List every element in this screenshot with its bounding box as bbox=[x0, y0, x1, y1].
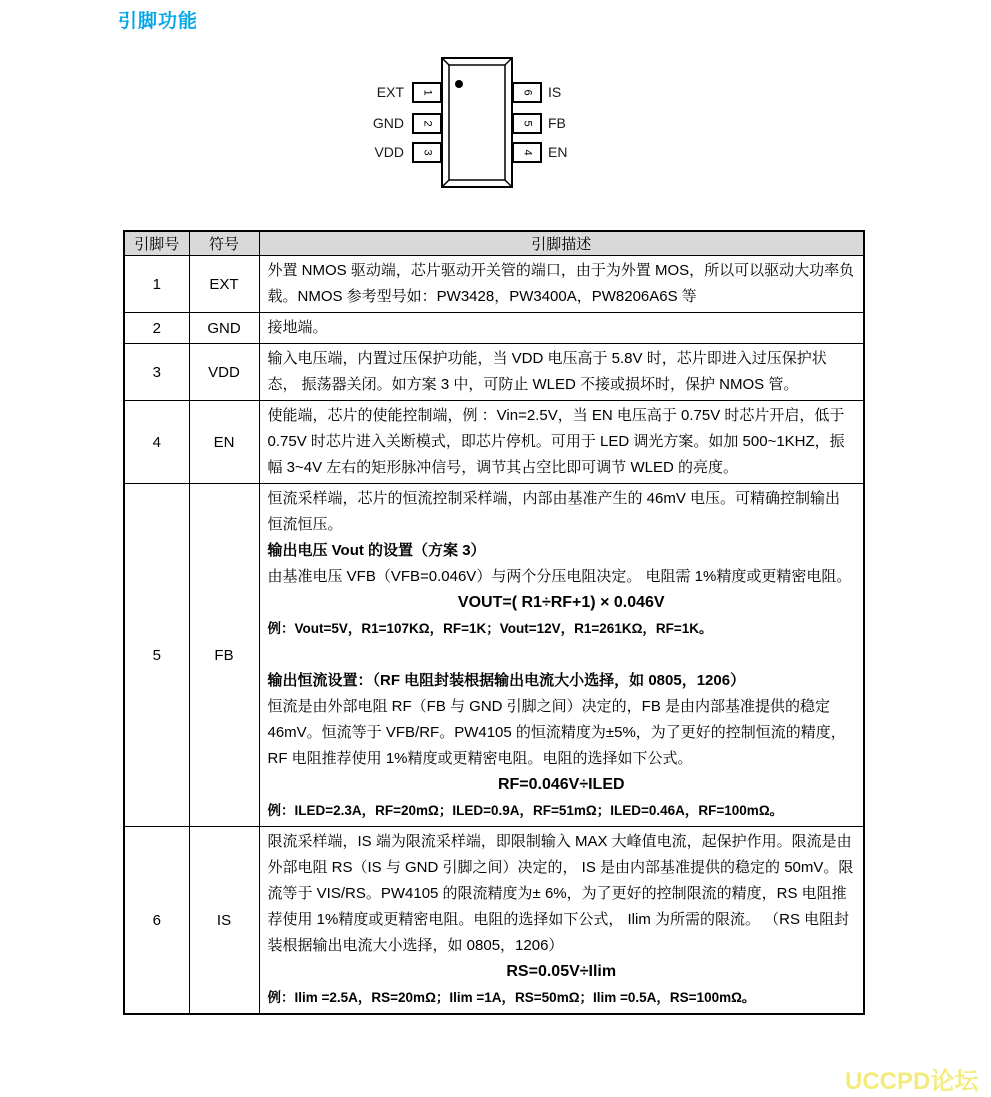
description-cell bbox=[259, 401, 864, 484]
description-cell bbox=[259, 484, 864, 827]
pin-number-cell: 6 bbox=[124, 827, 189, 1015]
description-line: 例：ILED=2.3A，RF=20mΩ；ILED=0.9A，RF=51mΩ；ILED=0.46A，RF=100mΩ。 bbox=[267, 803, 784, 818]
pin-label-ext: EXT bbox=[376, 84, 404, 100]
description-line: RS=0.05V÷Ilim bbox=[506, 963, 617, 980]
symbol-cell: FB bbox=[189, 484, 259, 827]
pin-number: 2 bbox=[421, 120, 434, 127]
header-symbol: 符号 bbox=[189, 231, 259, 256]
pin-number-cell: 5 bbox=[124, 484, 189, 827]
symbol-cell: GND bbox=[189, 313, 259, 344]
pin-number-cell: 3 bbox=[124, 344, 189, 401]
pin-function-table-wrap bbox=[123, 230, 863, 1015]
description-line: 例：Vout=5V，R1=107KΩ，RF=1K；Vout=12V，R1=261KΩ，RF=1K。 bbox=[267, 621, 713, 636]
pin-box-4 bbox=[512, 142, 542, 163]
pin-box-6 bbox=[512, 82, 542, 103]
table-row-pin-2 bbox=[124, 313, 864, 344]
table-row-pin-4 bbox=[124, 401, 864, 484]
description-line: 限流采样端，IS 端为限流采样端，即限制输入 MAX 大峰值电流，起保护作用。限流是由外部电阻 RS（IS 与 GND 引脚之间）决定的， IS 是由内部基准提供的稳定的 50mV。限流等于 VIS/RS。PW4105 的限流精度为± 6%，为了更好的控制限流的精度，RS 电阻推荐使用 1%精度或更精密电阻。电阻的选择如下公式， Ilim 为所需的限流。 （RS 电阻封装根据输出电流大小选择，如 0805，1206） bbox=[267, 833, 854, 954]
pin-box-2 bbox=[412, 113, 442, 134]
pin-number: 6 bbox=[521, 89, 534, 96]
pin-1-marker-dot bbox=[455, 80, 463, 88]
chip-pinout-diagram bbox=[360, 48, 600, 193]
pin-number: 4 bbox=[521, 149, 534, 156]
symbol-cell: EN bbox=[189, 401, 259, 484]
pin-function-table bbox=[123, 230, 865, 1015]
pin-box-3 bbox=[412, 142, 442, 163]
table-row-pin-5 bbox=[124, 484, 864, 827]
symbol-cell: EXT bbox=[189, 256, 259, 313]
description-line: 输出恒流设置：（RF 电阻封装根据输出电流大小选择，如 0805，1206） bbox=[267, 672, 746, 689]
header-description: 引脚描述 bbox=[259, 231, 864, 256]
description-line: 接地端。 bbox=[267, 319, 328, 336]
description-cell bbox=[259, 313, 864, 344]
table-row-pin-6 bbox=[124, 827, 864, 1015]
table-row-pin-1 bbox=[124, 256, 864, 313]
table-row-pin-3 bbox=[124, 344, 864, 401]
description-line: 由基准电压 VFB（VFB=0.046V）与两个分压电阻决定。 电阻需 1%精度或更精密电阻。 bbox=[267, 568, 852, 585]
description-line: 外置 NMOS 驱动端，芯片驱动开关管的端口，由于为外置 MOS，所以可以驱动大功率负载。NMOS 参考型号如：PW3428，PW3400A，PW8206A6S 等 bbox=[267, 262, 855, 305]
pin-label-gnd: GND bbox=[372, 115, 404, 131]
description-line: 使能端，芯片的使能控制端，例 ：Vin=2.5V，当 EN 电压高于 0.75V 时芯片开启，低于 0.75V 时芯片进入关断模式，即芯片停机。可用于 LED 调光方案。如加 500~1KHZ，振幅 3~4V 左右的矩形脉冲信号，调节其占空比即可调节 WLED 的亮度。 bbox=[267, 407, 845, 476]
pin-number: 3 bbox=[421, 149, 434, 156]
description-line: 例：Ilim =2.5A，RS=20mΩ；Ilim =1A，RS=50mΩ；Ilim =0.5A，RS=100mΩ。 bbox=[267, 990, 756, 1005]
description-cell bbox=[259, 256, 864, 313]
description-line: VOUT=( R1÷RF+1) × 0.046V bbox=[457, 594, 665, 611]
pin-label-vdd: VDD bbox=[374, 144, 404, 160]
symbol-cell: IS bbox=[189, 827, 259, 1015]
watermark: UCCPD论坛 bbox=[845, 1068, 979, 1095]
description-line: RF=0.046V÷ILED bbox=[497, 776, 625, 793]
description-line: 恒流采样端，芯片的恒流控制采样端，内部由基准产生的 46mV 电压。可精确控制输出恒流恒压。 bbox=[267, 490, 841, 533]
description-cell bbox=[259, 827, 864, 1015]
symbol-cell: VDD bbox=[189, 344, 259, 401]
pin-table-body bbox=[124, 256, 864, 1015]
pin-label-is: IS bbox=[548, 84, 562, 100]
pin-number: 1 bbox=[421, 89, 434, 96]
pin-number-cell: 4 bbox=[124, 401, 189, 484]
description-line bbox=[268, 642, 856, 668]
page-title: 引脚功能 bbox=[118, 11, 199, 32]
pin-number: 5 bbox=[521, 120, 534, 127]
pin-label-en: EN bbox=[548, 144, 568, 160]
description-line: 输入电压端，内置过压保护功能，当 VDD 电压高于 5.8V 时，芯片即进入过压保护状态， 振荡器关闭。如方案 3 中，可防止 WLED 不接或损坏时，保护 NMOS 管。 bbox=[267, 350, 827, 393]
pin-box-5 bbox=[512, 113, 542, 134]
pin-label-fb: FB bbox=[548, 115, 566, 131]
pin-number-cell: 2 bbox=[124, 313, 189, 344]
description-cell bbox=[259, 344, 864, 401]
table-header-row bbox=[124, 231, 864, 256]
description-line: 输出电压 Vout 的设置（方案 3） bbox=[267, 542, 486, 559]
header-pin-number: 引脚号 bbox=[124, 231, 189, 256]
pin-number-cell: 1 bbox=[124, 256, 189, 313]
pin-box-1 bbox=[412, 82, 442, 103]
description-line: 恒流是由外部电阻 RF（FB 与 GND 引脚之间）决定的，FB 是由内部基准提供的稳定 46mV。恒流等于 VFB/RF。PW4105 的恒流精度为±5%，为了更好的控制恒流的精度，RF 电阻推荐使用 1%精度或更精密电阻。电阻的选择如下公式。 bbox=[267, 698, 846, 767]
